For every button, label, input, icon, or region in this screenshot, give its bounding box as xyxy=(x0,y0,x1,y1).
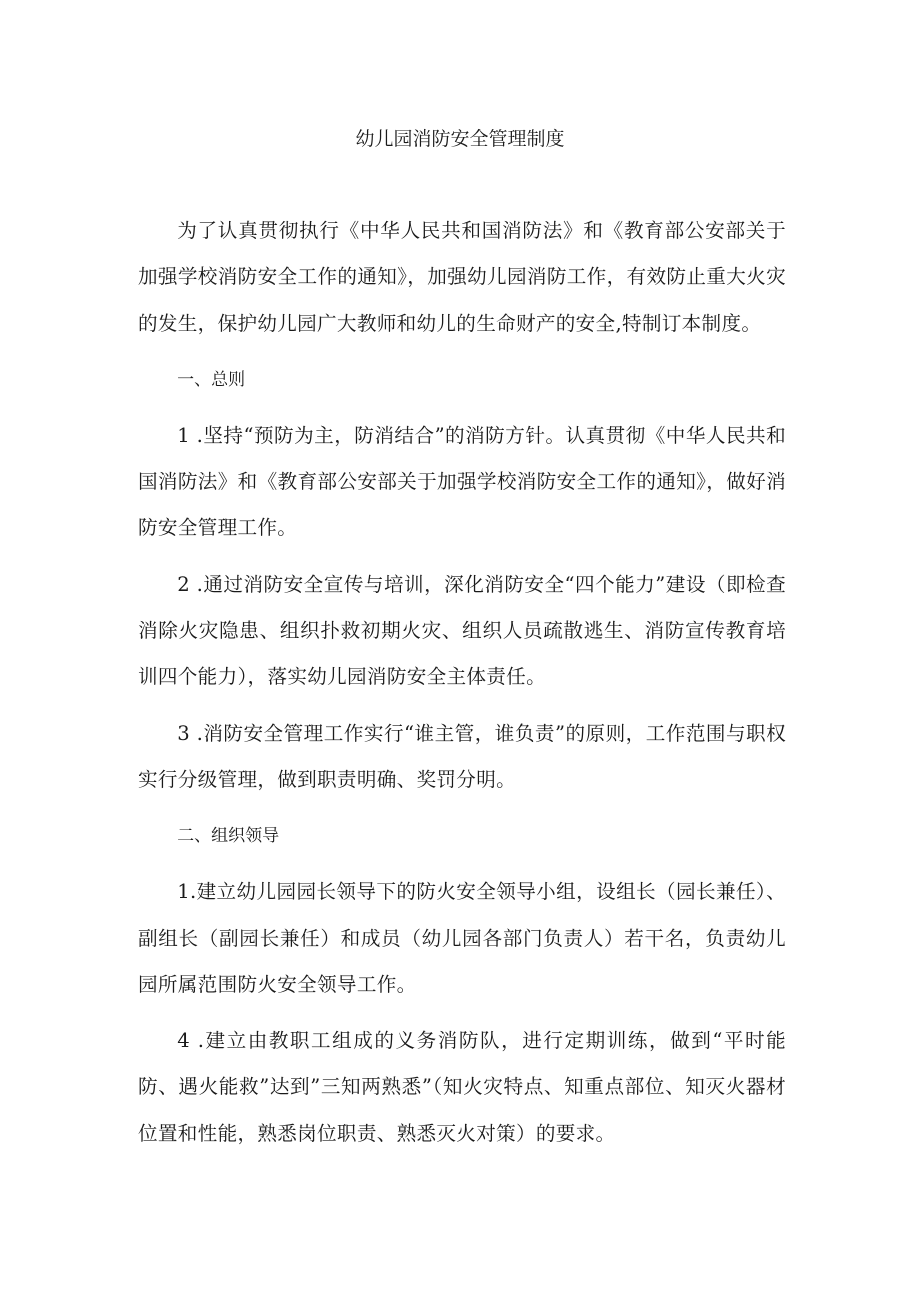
organization-item-1: 1.建立幼儿园园长领导下的防火安全领导小组，设组长（园长兼任）、副组长（副园长兼任）和成员（幼儿园各部门负责人）若干名，负责幼儿园所属范围防火安全领导工作。 xyxy=(138,880,786,996)
general-item-1: 1 .坚持“预防为主，防消结合”的消防方针。认真贯彻《中华人民共和国消防法》和《教育部公安部关于加强学校消防安全工作的通知》，做好消防安全管理工作。 xyxy=(138,423,786,540)
section-heading-general: 一、总则 xyxy=(177,369,246,390)
organization-item-4: 4 .建立由教职工组成的义务消防队，进行定期训练，做到“平时能防、遇火能救”达到”三知两熟悉”（知火灾特点、知重点部位、知灭火器材位置和性能，熟悉岗位职责、熟悉灭火对策）的要求。 xyxy=(138,1029,786,1145)
intro-paragraph: 为了认真贯彻执行《中华人民共和国消防法》和《教育部公安部关于加强学校消防安全工作的通知》，加强幼儿园消防工作，有效防止重大火灾的发生，保护幼儿园广大教师和幼儿的生命财产的安全,特制订本制度。 xyxy=(138,219,786,335)
document-body xyxy=(138,208,786,1167)
section-heading-organization: 二、组织领导 xyxy=(177,826,280,847)
general-item-2: 2 .通过消防安全宣传与培训，深化消防安全“四个能力”建设（即检查消除火灾隐患、组织扑救初期火灾、组织人员疏散逃生、消防宣传教育培训四个能力），落实幼儿园消防安全主体责任。 xyxy=(138,572,786,689)
general-item-3: 3 .消防安全管理工作实行“谁主管，谁负责”的原则，工作范围与职权实行分级管理，做到职责明确、奖罚分明。 xyxy=(138,721,786,791)
document-title: 幼儿园消防安全管理制度 xyxy=(355,128,565,150)
